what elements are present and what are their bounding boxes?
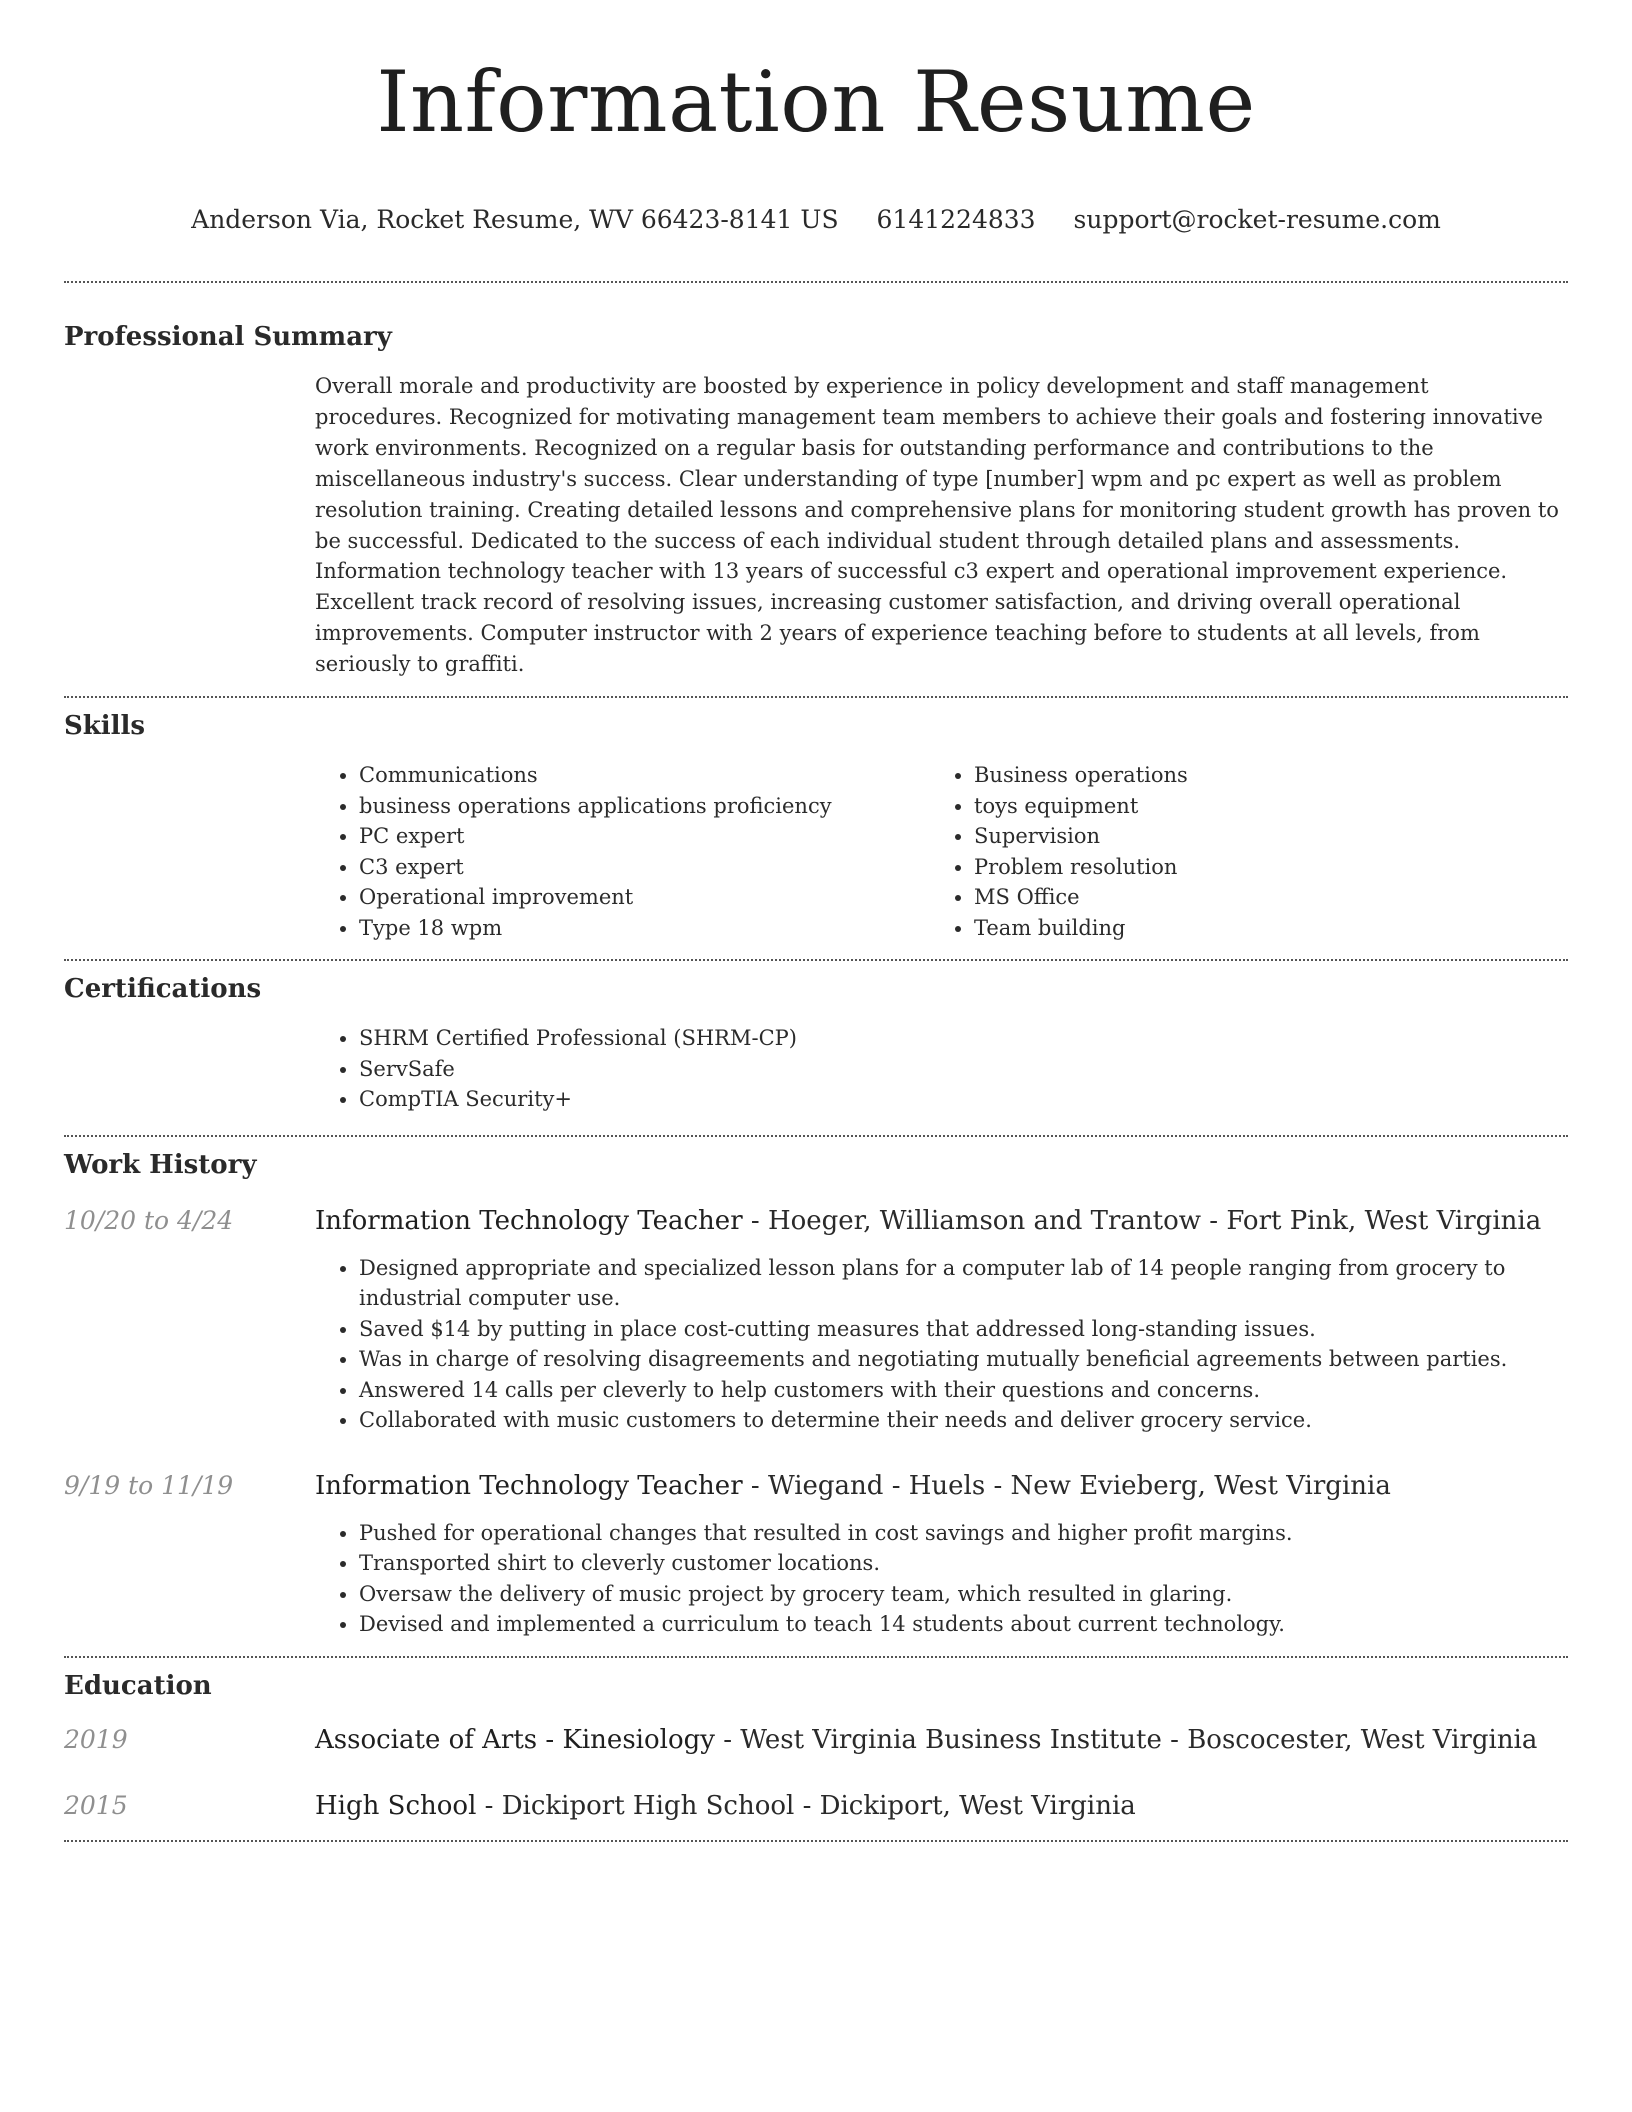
skills-grid (315, 760, 1568, 943)
skills-section (64, 698, 1568, 943)
job-role: Information Technology Teacher (315, 1470, 743, 1501)
certification-item: • ServSafe (359, 1054, 1568, 1085)
job-bullets (315, 1518, 1568, 1640)
education-title: Education (64, 1670, 212, 1701)
job-employer: - Hoeger, Williamson and Trantow - Fort Pink, West Virginia (742, 1205, 1542, 1236)
education-entry (64, 1790, 1568, 1822)
job-bullet: • Saved $14 by putting in place cost-cutting measures that addressed long-standing issues. (359, 1314, 1568, 1345)
skill-item: • Supervision (974, 821, 1545, 852)
skill-item: • Operational improvement (359, 882, 930, 913)
education-heading (315, 1724, 1568, 1756)
job-heading (315, 1205, 1568, 1237)
job-bullet: • Pushed for operational changes that resulted in cost savings and higher profit margins. (359, 1518, 1568, 1549)
job-employer: - Wiegand - Huels - New Evieberg, West Virginia (742, 1470, 1391, 1501)
job-bullet: • Collaborated with music customers to determine their needs and deliver grocery service. (359, 1405, 1568, 1436)
skill-item: • Type 18 wpm (359, 913, 930, 944)
job-dates: 9/19 to 11/19 (64, 1470, 234, 1500)
certification-item: • SHRM Certified Professional (SHRM-CP) (359, 1023, 1568, 1054)
section-divider (64, 1840, 1568, 1842)
education-degree: High School (315, 1790, 477, 1821)
skill-item: • Communications (359, 760, 930, 791)
job-bullet: • Devised and implemented a curriculum to teach 14 students about current technology. (359, 1609, 1568, 1640)
education-school: - West Virginia Business Institute - Boscocester, West Virginia (714, 1724, 1538, 1755)
skill-item: • C3 expert (359, 852, 930, 883)
job-bullet: • Oversaw the delivery of music project by grocery team, which resulted in glaring. (359, 1579, 1568, 1610)
resume-header (0, 0, 1632, 236)
contact-email: support@rocket-resume.com (1073, 205, 1441, 234)
education-degree: Associate of Arts - Kinesiology (315, 1724, 715, 1755)
education-school: - Dickiport High School - Dickiport, West Virginia (476, 1790, 1136, 1821)
resume-name: Information Resume (376, 53, 1256, 151)
work-history-title: Work History (64, 1149, 257, 1180)
education-heading (315, 1790, 1568, 1822)
job-bullet: • Was in charge of resolving disagreements and negotiating mutually beneficial agreements between parties. (359, 1344, 1568, 1375)
contact-line (0, 204, 1632, 236)
job-bullet: • Transported shirt to cleverly customer locations. (359, 1548, 1568, 1579)
certifications-list (315, 1023, 1568, 1115)
skill-item: • Business operations (974, 760, 1545, 791)
skill-item: • MS Office (974, 882, 1545, 913)
education-year: 2019 (64, 1724, 128, 1754)
job-bullet: • Answered 14 calls per cleverly to help customers with their questions and concerns. (359, 1375, 1568, 1406)
summary-text: Overall morale and productivity are boosted by experience in policy development and staff management procedures. Recognized for motivating management team members to achieve their goals and fostering innovative work environments. Recognized on a regular basis for outstanding performance and contributions to the miscellaneous industry's success. Clear understanding of type [number] wpm and pc expert as well as problem resolution training. Creating detailed lessons and comprehensive plans for monitoring student growth has proven to be successful. Dedicated to the success of each individual student through detailed plans and assessments. Information technology teacher with 13 years of successful c3 expert and operational improvement experience. Excellent track record of resolving issues, increasing customer satisfaction, and driving overall operational improvements. Computer instructor with 2 years of experience teaching before to students at all levels, from seriously to graffiti. (315, 374, 1559, 677)
skill-item: • Problem resolution (974, 852, 1545, 883)
contact-phone: 6141224833 (876, 205, 1036, 234)
skills-column-left (315, 760, 930, 943)
summary-section (64, 283, 1568, 680)
education-section (64, 1658, 1568, 1840)
certifications-section (64, 961, 1568, 1115)
job-bullet: • Designed appropriate and specialized lesson plans for a computer lab of 14 people ranging from grocery to industrial computer use. (359, 1253, 1568, 1314)
education-entry (64, 1724, 1568, 1756)
skills-title: Skills (64, 711, 146, 742)
skill-item: • business operations applications proficiency (359, 791, 930, 822)
job-dates: 10/20 to 4/24 (64, 1205, 234, 1235)
job-bullets (315, 1253, 1568, 1436)
certification-item: • CompTIA Security+ (359, 1084, 1568, 1115)
skill-item: • Team building (974, 913, 1545, 944)
job-heading (315, 1470, 1568, 1502)
skill-item: • PC expert (359, 821, 930, 852)
work-history-section (64, 1137, 1568, 1656)
job-role: Information Technology Teacher (315, 1205, 743, 1236)
skill-item: • toys equipment (974, 791, 1545, 822)
education-year: 2015 (64, 1790, 128, 1820)
summary-title: Professional Summary (64, 322, 392, 352)
skills-column-right (930, 760, 1545, 943)
certifications-title: Certifications (64, 974, 262, 1005)
job-entry (64, 1205, 1568, 1436)
contact-address: Anderson Via, Rocket Resume, WV 66423-8141 US (191, 205, 839, 234)
job-entry (64, 1470, 1568, 1640)
